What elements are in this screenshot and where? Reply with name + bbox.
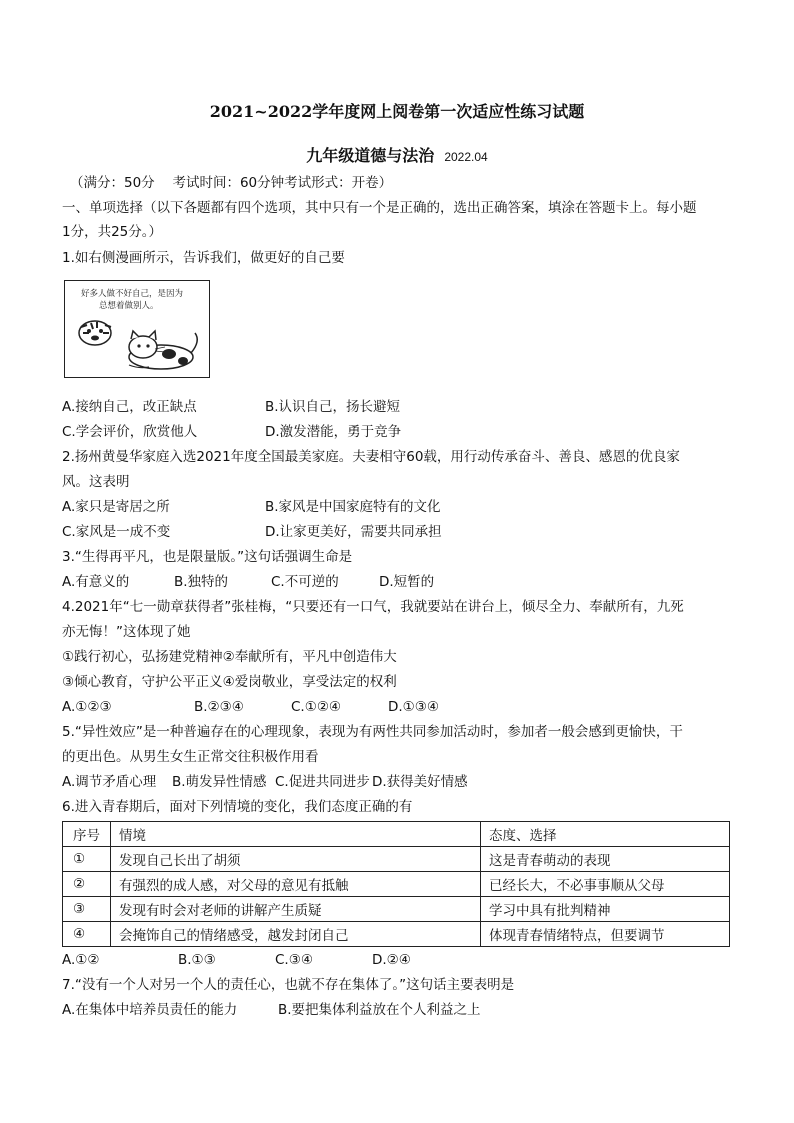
- option-d[interactable]: D.短暂的: [379, 574, 435, 590]
- situation-table: [62, 821, 730, 947]
- option-c[interactable]: C.③④: [275, 952, 313, 968]
- table-row: [63, 897, 730, 922]
- table-cell: ④: [63, 922, 111, 947]
- question-2-options-row-2: [62, 522, 442, 542]
- option-d[interactable]: D.激发潜能，勇于竞争: [265, 424, 402, 440]
- question-2-stem-line-1: 2.扬州黄曼华家庭入选2021年度全国最美家庭。夫妻相守60载，用行动传承奋斗、善良、感恩的优良家: [62, 449, 680, 465]
- table-cell: ③: [63, 897, 111, 922]
- question-4-options: [62, 697, 439, 717]
- question-6-stem: 6.进入青春期后，面对下列情境的变化，我们态度正确的有: [62, 799, 413, 815]
- question-6-options: [62, 950, 411, 970]
- question-7-stem: 7.“没有一个人对另一个人的责任心，也就不存在集体了。”这句话主要表明是: [62, 977, 515, 993]
- question-1-stem: 1.如右侧漫画所示，告诉我们，做更好的自己要: [62, 250, 345, 266]
- section-instruction-line-2: 1分，共25分。）: [62, 224, 163, 240]
- comic-caption-2: 总想着做别人。: [99, 301, 159, 311]
- option-a[interactable]: A.有意义的: [62, 574, 130, 590]
- question-5-stem-line-2: 的更出色。从男生女生正常交往积极作用看: [62, 749, 319, 765]
- question-1-options-row-1: [62, 397, 400, 417]
- comic-drawing: [65, 281, 208, 376]
- table-cell: ①: [63, 847, 111, 872]
- option-c[interactable]: C.促进共同进步: [275, 774, 370, 790]
- table-cell: 已经长大，不必事事顺从父母: [481, 872, 730, 897]
- question-4-items-line-2: ③倾心教育，守护公平正义④爱岗敬业，享受法定的权利: [62, 674, 397, 690]
- table-cell: 这是青春萌动的表现: [481, 847, 730, 872]
- option-d[interactable]: D.获得美好情感: [372, 774, 468, 790]
- exam-title: 2021~2022学年度网上阅卷第一次适应性练习试题: [209, 102, 585, 121]
- option-a[interactable]: A.在集体中培养员责任的能力: [62, 1002, 238, 1018]
- option-c[interactable]: C.①②④: [291, 699, 342, 715]
- table-cell: 体现青春情绪特点，但要调节: [481, 922, 730, 947]
- question-4-stem-line-2: 亦无悔！”这体现了她: [62, 624, 191, 640]
- table-cell: 有强烈的成人感，对父母的意见有抵触: [111, 872, 481, 897]
- question-2-stem-line-2: 风。这表明: [62, 474, 130, 490]
- option-b[interactable]: B.萌发异性情感: [172, 774, 267, 790]
- subject-title: 九年级道德与法治: [306, 146, 435, 165]
- question-3-options: [62, 572, 434, 592]
- question-5-options: [62, 772, 468, 792]
- option-a[interactable]: A.①②: [62, 952, 100, 968]
- option-a[interactable]: A.调节矛盾心理: [62, 774, 157, 790]
- option-c[interactable]: C.不可逆的: [271, 574, 339, 590]
- option-b[interactable]: B.独特的: [174, 574, 229, 590]
- option-a[interactable]: A.家只是寄居之所: [62, 499, 170, 515]
- question-2-options-row-1: [62, 497, 441, 517]
- question-5-stem-line-1: 5.“异性效应”是一种普遍存在的心理现象，表现为有两性共同参加活动时，参加者一般会感到更愉快，干: [62, 724, 683, 740]
- table-cell: ②: [63, 872, 111, 897]
- option-d[interactable]: D.让家更美好，需要共同承担: [265, 524, 442, 540]
- option-b[interactable]: B.认识自己，扬长避短: [265, 399, 401, 415]
- table-header-cell: 情境: [111, 822, 481, 847]
- option-b[interactable]: B.家风是中国家庭特有的文化: [265, 499, 441, 515]
- option-a[interactable]: A.接纳自己，改正缺点: [62, 399, 197, 415]
- table-header-row: [63, 822, 730, 847]
- question-1-options-row-2: [62, 422, 401, 442]
- section-instruction-line-1: 一、单项选择（以下各题都有四个选项，其中只有一个是正确的，选出正确答案，填涂在答题卡上。每小题: [62, 200, 697, 216]
- option-c[interactable]: C.学会评价，欣赏他人: [62, 424, 198, 440]
- question-3-stem: 3.“生得再平凡，也是限量版。”这句话强调生命是: [62, 549, 353, 565]
- table-header-cell: 序号: [63, 822, 111, 847]
- table-row: [63, 872, 730, 897]
- table-row: [63, 847, 730, 872]
- option-b[interactable]: B.②③④: [194, 699, 244, 715]
- option-c[interactable]: C.家风是一成不变: [62, 524, 171, 540]
- tiger-mask-icon: [79, 321, 111, 345]
- option-d[interactable]: D.②④: [372, 952, 411, 968]
- question-7-options: [62, 1000, 481, 1020]
- table-cell: 发现有时会对老师的讲解产生质疑: [111, 897, 481, 922]
- comic-caption-1: 好多人做不好自己，是因为: [81, 289, 184, 299]
- option-a[interactable]: A.①②③: [62, 699, 112, 715]
- table-row: [63, 922, 730, 947]
- table-header-cell: 态度、选择: [481, 822, 730, 847]
- table-cell: 发现自己长出了胡须: [111, 847, 481, 872]
- option-d[interactable]: D.①③④: [388, 699, 439, 715]
- table-cell: 学习中具有批判精神: [481, 897, 730, 922]
- question-4-items-line-1: ①践行初心，弘扬建党精神②奉献所有，平凡中创造伟大: [62, 649, 397, 665]
- table-cell: 会掩饰自己的情绪感受，越发封闭自己: [111, 922, 481, 947]
- option-b[interactable]: B.①③: [178, 952, 216, 968]
- cat-icon: [129, 331, 197, 369]
- exam-date: 2022.04: [444, 150, 488, 164]
- comic-image: [64, 280, 210, 378]
- option-b[interactable]: B.要把集体利益放在个人利益之上: [278, 1002, 481, 1018]
- exam-info: （满分：50分 考试时间：60分钟考试形式：开卷）: [70, 175, 393, 191]
- exam-subtitle: [0, 143, 794, 166]
- question-4-stem-line-1: 4.2021年“七一勋章获得者”张桂梅，“只要还有一口气，我就要站在讲台上，倾尽全力、奉献所有，九死: [62, 599, 684, 615]
